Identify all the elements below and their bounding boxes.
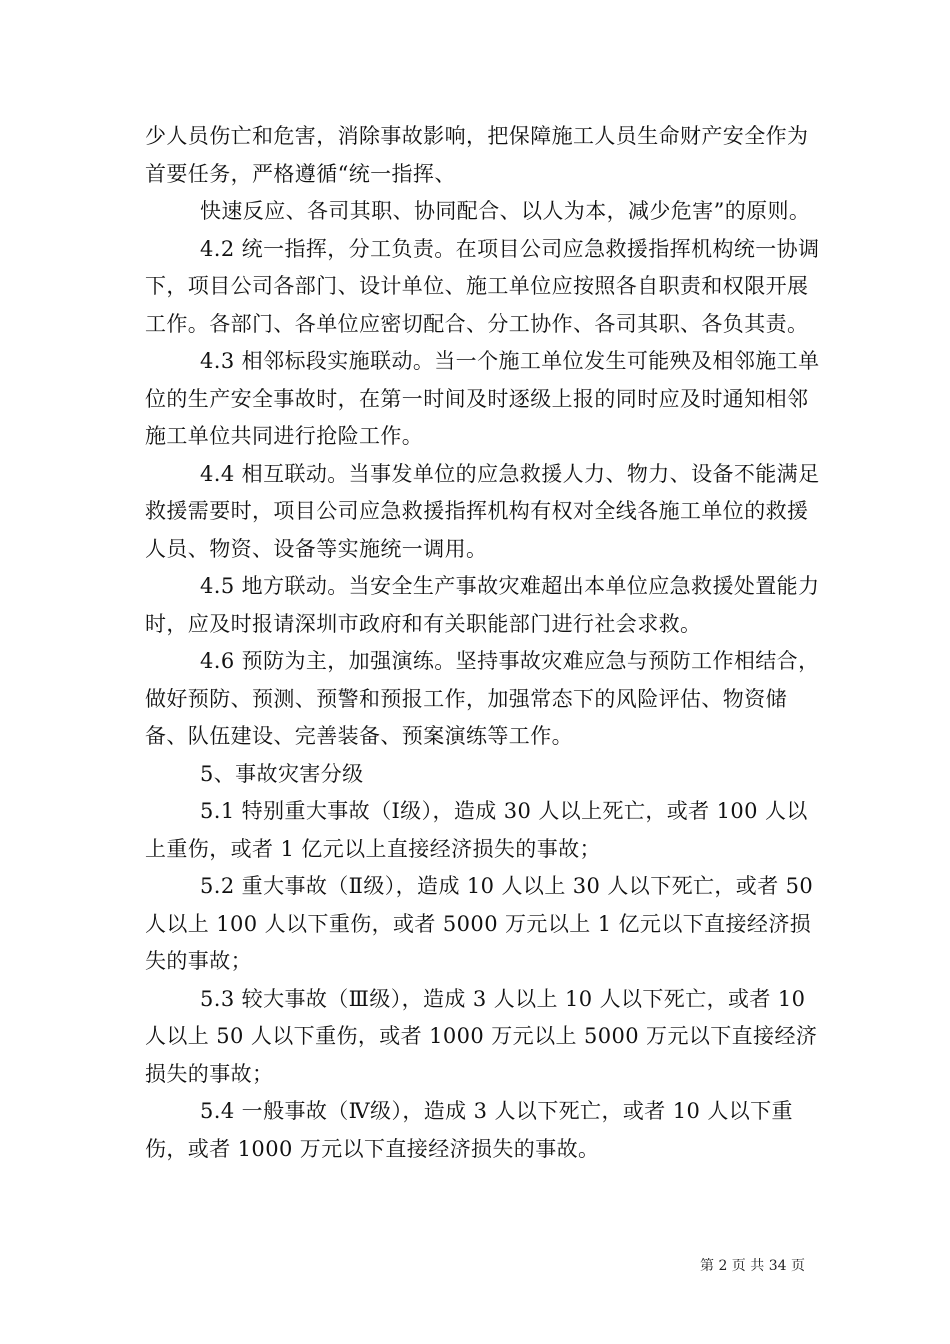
paragraph-5-4: 5.4 一般事故（Ⅳ级），造成 3 人以下死亡，或者 10 人以下重伤，或者 1000 万元以下直接经济损失的事故。 xyxy=(145,1099,793,1161)
paragraph-5-1: 5.1 特别重大事故（Ⅰ级），造成 30 人以上死亡，或者 100 人以上重伤，或者 1 亿元以上直接经济损失的事故； xyxy=(145,799,808,861)
paragraph-4-3: 4.3 相邻标段实施联动。当一个施工单位发生可能殃及相邻施工单位的生产安全事故时，在第一时间及时逐级上报的同时应及时通知相邻施工单位共同进行抢险工作。 xyxy=(145,349,820,448)
document-body xyxy=(145,118,825,1168)
page-number-footer: 第 2 页 共 34 页 xyxy=(700,1258,805,1274)
paragraph-5-2: 5.2 重大事故（Ⅱ级），造成 10 人以上 30 人以下死亡，或者 50 人以上 100 人以下重伤，或者 5000 万元以上 1 亿元以下直接经济损失的事故； xyxy=(145,874,821,973)
paragraph-5-3: 5.3 较大事故（Ⅲ级），造成 3 人以上 10 人以下死亡，或者 10 人以上 50 人以下重伤，或者 1000 万元以上 5000 万元以下直接经济损失的事故； xyxy=(145,986,818,1086)
section-heading-5: 5、事故灾害分级 xyxy=(200,761,364,786)
paragraph-4-2: 4.2 统一指挥，分工负责。在项目公司应急救援指挥机构统一协调下，项目公司各部门、设计单位、施工单位应按照各自职责和权限开展工作。各部门、各单位应密切配合、分工协作、各司其职、各负其责。 xyxy=(145,236,820,336)
paragraph-principle: 快速反应、各司其职、协同配合、以人为本，减少危害”的原则。 xyxy=(200,199,811,223)
paragraph-4-6: 4.6 预防为主，加强演练。坚持事故灾难应急与预防工作相结合，做好预防、预测、预警和预报工作，加强常态下的风险评估、物资储备、队伍建设、完善装备、预案演练等工作。 xyxy=(145,649,820,748)
paragraph-4-5: 4.5 地方联动。当安全生产事故灾难超出本单位应急救援处置能力时，应及时报请深圳市政府和有关职能部门进行社会求救。 xyxy=(145,574,820,636)
paragraph-4-4: 4.4 相互联动。当事发单位的应急救援人力、物力、设备不能满足救援需要时，项目公司应急救援指挥机构有权对全线各施工单位的救援人员、物资、设备等实施统一调用。 xyxy=(145,461,820,561)
paragraph-continuation: 少人员伤亡和危害，消除事故影响，把保障施工人员生命财产安全作为首要任务，严格遵循“统一指挥、 xyxy=(145,124,809,186)
